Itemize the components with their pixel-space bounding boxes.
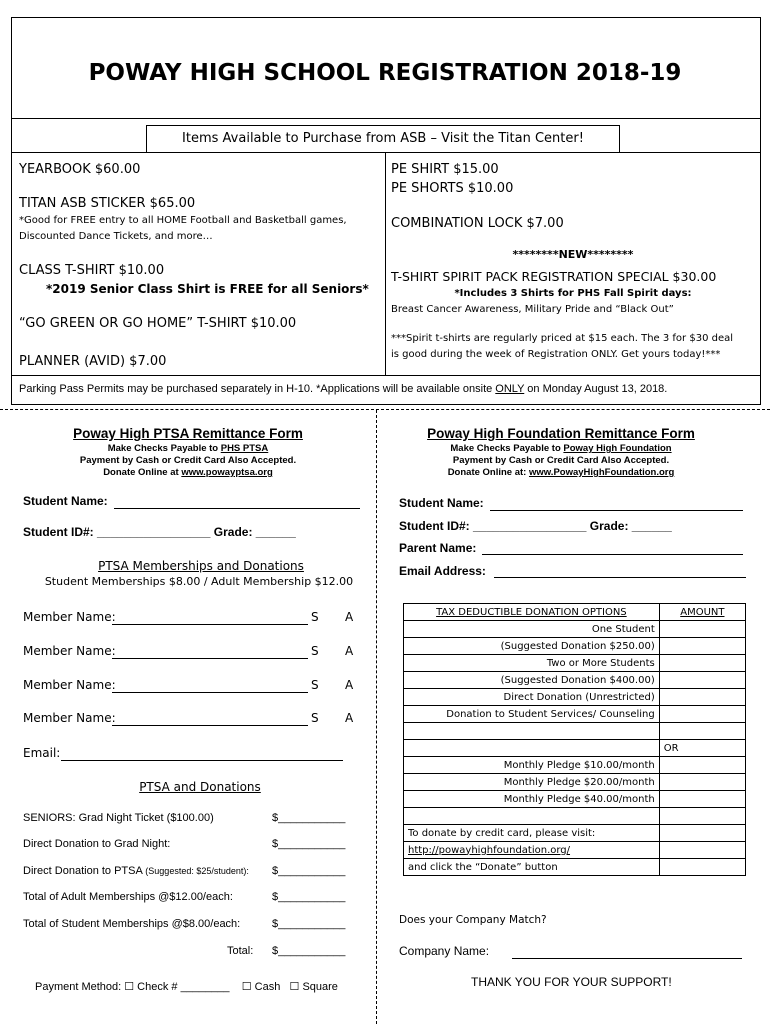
member-name-field[interactable] xyxy=(112,624,308,625)
amount-cell[interactable] xyxy=(659,706,745,723)
table-row xyxy=(404,774,746,791)
amount-cell[interactable] xyxy=(659,825,745,842)
table-row xyxy=(404,791,746,808)
title-divider xyxy=(11,118,760,119)
foundation-donate-link[interactable]: www.PowayHighFoundation.org xyxy=(528,467,675,478)
total-student-label: Total of Student Memberships @$8.00/each: xyxy=(23,918,241,930)
table-header-row xyxy=(404,604,746,621)
member-student-option[interactable]: S xyxy=(311,711,319,725)
foundation-credit-link[interactable]: http://powayhighfoundation.org/ xyxy=(408,844,571,856)
spirit-note-1: ***Spirit t-shirts are regularly priced at $15 each. The 3 for $30 deal xyxy=(391,333,734,344)
form-divider xyxy=(376,410,377,1024)
table-row xyxy=(404,808,746,825)
member-name-label: Member Name: xyxy=(23,711,116,725)
option-cell: (Suggested Donation $400.00) xyxy=(404,672,660,689)
option-cell: Monthly Pledge $20.00/month xyxy=(404,774,660,791)
ptsa-donations-title: PTSA and Donations xyxy=(139,780,261,794)
direct-ptsa-text: Direct Donation to PTSA xyxy=(23,865,143,877)
table-row xyxy=(404,757,746,774)
table-row xyxy=(404,706,746,723)
amount-cell[interactable] xyxy=(659,689,745,706)
table-header-options: TAX DEDUCTIBLE DONATION OPTIONS xyxy=(404,604,660,621)
pe-shirt-item: PE SHIRT $15.00 xyxy=(391,162,499,177)
amount-cell[interactable] xyxy=(659,621,745,638)
member-name-field[interactable] xyxy=(112,658,308,659)
table-row xyxy=(404,621,746,638)
member-student-option[interactable]: S xyxy=(311,610,319,624)
class-shirt-item: CLASS T-SHIRT $10.00 xyxy=(19,263,165,278)
amount-cell[interactable] xyxy=(659,655,745,672)
ptsa-donate-link[interactable]: www.powayptsa.org xyxy=(181,467,273,478)
or-cell: OR xyxy=(659,740,745,757)
planner-item: PLANNER (AVID) $7.00 xyxy=(19,354,167,369)
ptsa-student-name-field[interactable] xyxy=(114,508,360,509)
ptsa-memberships-sub: Student Memberships $8.00 / Adult Membership $12.00 xyxy=(44,575,354,588)
amount-cell[interactable] xyxy=(659,859,745,876)
amount-cell[interactable] xyxy=(659,723,745,740)
table-row xyxy=(404,740,746,757)
ptsa-email-field[interactable] xyxy=(61,760,343,761)
ptsa-email-label: Email: xyxy=(23,746,61,760)
parking-note-before: Parking Pass Permits may be purchased separately in H-10. *Applications will be available onsite xyxy=(19,383,496,395)
amount-cell[interactable] xyxy=(659,791,745,808)
member-adult-option[interactable]: A xyxy=(345,610,354,624)
table-row xyxy=(404,672,746,689)
spirit-days: Breast Cancer Awareness, Military Pride and “Black Out” xyxy=(391,304,674,315)
ptsa-student-name-label: Student Name: xyxy=(23,494,108,508)
member-adult-option[interactable]: A xyxy=(345,711,354,725)
member-name-label: Member Name: xyxy=(23,678,116,692)
parking-note-after: on Monday August 13, 2018. xyxy=(524,383,668,395)
member-adult-option[interactable]: A xyxy=(345,644,354,658)
ptsa-payment-note: Payment by Cash or Credit Card Also Accepted. xyxy=(79,455,297,466)
member-student-option[interactable]: S xyxy=(311,678,319,692)
table-row xyxy=(404,825,746,842)
yearbook-item: YEARBOOK $60.00 xyxy=(19,162,141,177)
member-student-option[interactable]: S xyxy=(311,644,319,658)
foundation-parent-name-field[interactable] xyxy=(482,554,743,555)
option-cell: Donation to Student Services/ Counseling xyxy=(404,706,660,723)
foundation-payable xyxy=(376,443,746,454)
amount-cell[interactable] xyxy=(659,757,745,774)
table-row xyxy=(404,859,746,876)
ptsa-payable-name: PHS PTSA xyxy=(220,443,269,454)
amount-cell[interactable] xyxy=(659,808,745,825)
foundation-payment-note: Payment by Cash or Credit Card Also Accepted. xyxy=(452,455,670,466)
direct-ptsa-suggested: (Suggested: $25/student): xyxy=(145,866,249,876)
grad-night-ticket-label: SENIORS: Grad Night Ticket ($100.00) xyxy=(23,812,214,824)
foundation-parent-name-label: Parent Name: xyxy=(399,541,477,555)
amount-cell[interactable] xyxy=(659,842,745,859)
option-cell: Two or More Students xyxy=(404,655,660,672)
foundation-title: Poway High Foundation Remittance Form xyxy=(427,426,695,441)
option-cell: and click the “Donate” button xyxy=(404,859,660,876)
donation-options-table xyxy=(403,603,746,876)
thank-you: THANK YOU FOR YOUR SUPPORT! xyxy=(471,975,672,989)
spirit-note-2: is good during the week of Registration ONLY. Get yours today!*** xyxy=(391,349,721,360)
table-header-amount: AMOUNT xyxy=(659,604,745,621)
member-name-field[interactable] xyxy=(112,725,308,726)
lock-item: COMBINATION LOCK $7.00 xyxy=(391,216,564,231)
option-cell: Monthly Pledge $10.00/month xyxy=(404,757,660,774)
asb-box-mid xyxy=(385,152,386,375)
foundation-email-field[interactable] xyxy=(494,577,746,578)
option-cell: (Suggested Donation $250.00) xyxy=(404,638,660,655)
foundation-donate-prefix: Donate Online at: xyxy=(447,467,529,478)
asb-box-bottom xyxy=(11,375,760,376)
member-name-field[interactable] xyxy=(112,692,308,693)
amount-cell[interactable] xyxy=(659,774,745,791)
go-green-item: “GO GREEN OR GO HOME” T-SHIRT $10.00 xyxy=(19,316,297,331)
ptsa-payable-prefix: Make Checks Payable to xyxy=(107,443,221,454)
foundation-payable-name: Poway High Foundation xyxy=(563,443,672,454)
ptsa-memberships-title: PTSA Memberships and Donations xyxy=(98,559,304,573)
foundation-email-label: Email Address: xyxy=(399,564,486,578)
table-row xyxy=(404,638,746,655)
foundation-donate xyxy=(376,467,746,478)
new-banner: ********NEW******** xyxy=(512,248,634,261)
option-cell: Direct Donation (Unrestricted) xyxy=(404,689,660,706)
spirit-includes: *Includes 3 Shirts for PHS Fall Spirit days: xyxy=(454,288,692,299)
foundation-student-id-grade[interactable]: Student ID#: _________________ Grade: ______ xyxy=(399,519,672,533)
option-cell: One Student xyxy=(404,621,660,638)
foundation-student-name-label: Student Name: xyxy=(399,496,484,510)
option-cell: To donate by credit card, please visit: xyxy=(404,825,660,842)
direct-ptsa-label xyxy=(23,865,249,877)
option-cell: Monthly Pledge $40.00/month xyxy=(404,791,660,808)
spirit-pack-item: T-SHIRT SPIRIT PACK REGISTRATION SPECIAL $30.00 xyxy=(391,269,717,284)
ptsa-title: Poway High PTSA Remittance Form xyxy=(73,426,303,441)
amount-cell[interactable] xyxy=(659,672,745,689)
member-name-label: Member Name: xyxy=(23,644,116,658)
grad-night-ticket-amount[interactable]: $___________ xyxy=(272,812,346,824)
direct-ptsa-amount[interactable]: $___________ xyxy=(272,865,346,877)
direct-grad-night-label: Direct Donation to Grad Night: xyxy=(23,838,171,850)
total-adult-amount[interactable]: $___________ xyxy=(272,891,346,903)
ptsa-student-id-grade[interactable]: Student ID#: _________________ Grade: ______ xyxy=(23,525,296,539)
company-name-field[interactable] xyxy=(512,958,742,959)
senior-shirt-note: *2019 Senior Class Shirt is FREE for all Seniors* xyxy=(46,282,369,296)
table-row xyxy=(404,842,746,859)
payment-method[interactable]: Payment Method: ☐ Check # ________ ☐ Cash ☐ Square xyxy=(35,981,338,993)
total-student-amount[interactable]: $___________ xyxy=(272,918,346,930)
amount-cell[interactable] xyxy=(659,638,745,655)
member-adult-option[interactable]: A xyxy=(345,678,354,692)
total-label: Total: xyxy=(227,945,254,957)
total-adult-label: Total of Adult Memberships @$12.00/each: xyxy=(23,891,233,903)
table-row xyxy=(404,689,746,706)
option-cell xyxy=(404,842,660,859)
ptsa-payable xyxy=(0,443,376,454)
page-title: POWAY HIGH SCHOOL REGISTRATION 2018-19 xyxy=(88,60,682,86)
sticker-item: TITAN ASB STICKER $65.00 xyxy=(19,196,196,211)
cut-line xyxy=(0,409,770,410)
foundation-payable-prefix: Make Checks Payable to xyxy=(450,443,564,454)
sticker-note-2: Discounted Dance Tickets, and more… xyxy=(19,231,213,242)
sticker-note-1: *Good for FREE entry to all HOME Football and Basketball games, xyxy=(19,215,347,226)
option-cell xyxy=(404,740,660,757)
direct-grad-night-amount[interactable]: $___________ xyxy=(272,838,346,850)
ptsa-donate xyxy=(0,467,376,478)
ptsa-donate-prefix: Donate Online at xyxy=(103,467,182,478)
option-cell xyxy=(404,808,660,825)
company-name-label: Company Name: xyxy=(399,944,490,958)
parking-note-only: ONLY xyxy=(495,383,525,395)
pe-shorts-item: PE SHORTS $10.00 xyxy=(391,181,514,196)
member-name-label: Member Name: xyxy=(23,610,116,624)
option-cell xyxy=(404,723,660,740)
parking-note xyxy=(19,383,667,395)
table-row xyxy=(404,723,746,740)
table-row xyxy=(404,655,746,672)
foundation-student-name-field[interactable] xyxy=(490,510,743,511)
total-amount[interactable]: $___________ xyxy=(272,945,346,957)
asb-banner-text: Items Available to Purchase from ASB – Visit the Titan Center! xyxy=(182,131,584,146)
company-match-question: Does your Company Match? xyxy=(399,914,547,926)
